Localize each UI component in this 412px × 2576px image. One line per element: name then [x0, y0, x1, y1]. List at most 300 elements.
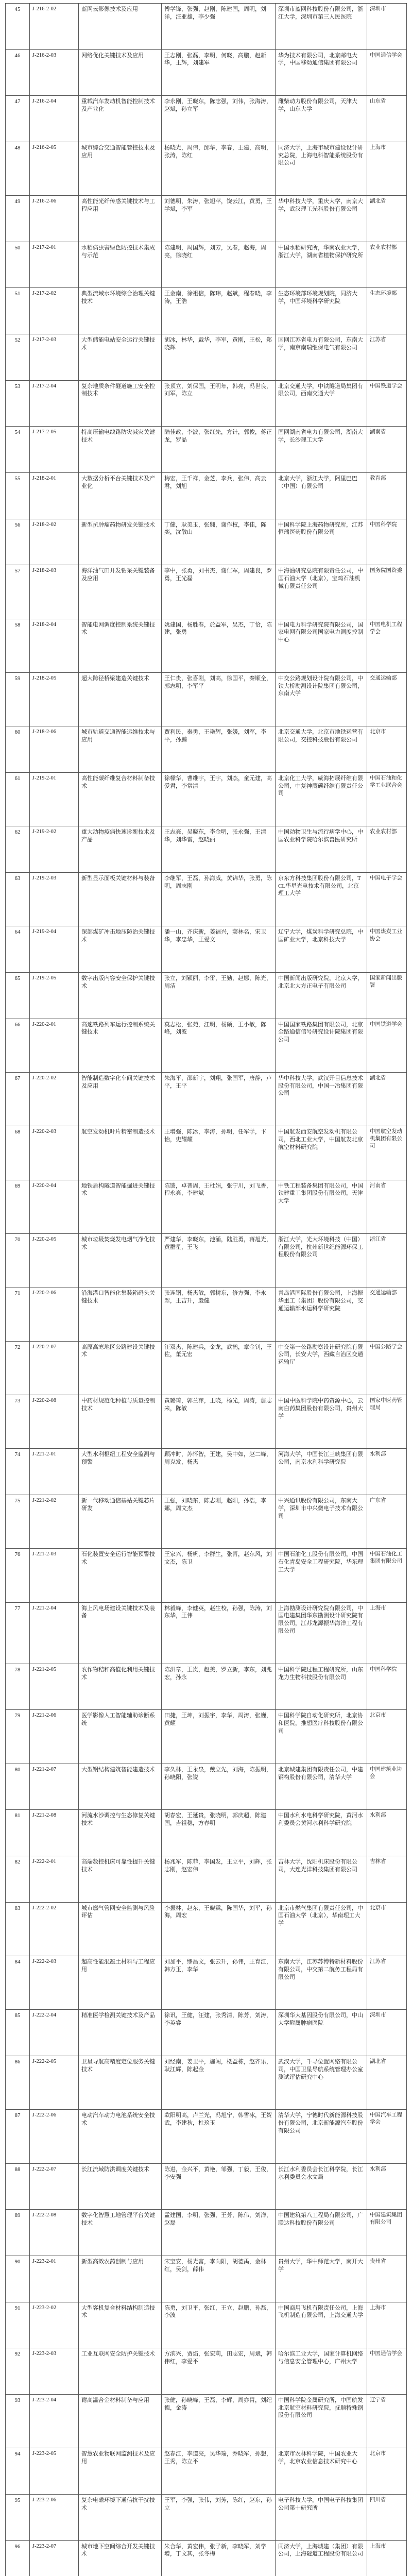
row-index: 62	[6, 826, 30, 873]
nominator: 农业农村部	[367, 242, 407, 288]
project-name: 石化装置安全运行智能预警技术	[79, 1549, 162, 1602]
row-index: 69	[6, 1180, 30, 1233]
main-contributors: 梅宏，王千祥，金芝，李兵，张伟，高云君，刘旭	[162, 472, 276, 519]
completion-units: 北京城建集团有限责任公司，中建钢构股份有限公司，清华大学	[276, 1764, 367, 1810]
nominator: 深圳市	[367, 4, 407, 50]
project-code: J-219-2-04	[30, 926, 79, 973]
project-code: J-220-2-05	[30, 1233, 79, 1287]
nominator: 国家中医药管理局	[367, 1395, 407, 1449]
project-name: 海上风电场建设关键技术及装备	[79, 1602, 162, 1664]
completion-units: 贵州大学，华中师范大学，南开大学	[276, 2256, 367, 2302]
project-code: J-222-2-03	[30, 1956, 79, 2010]
project-code: J-220-2-07	[30, 1341, 79, 1395]
nominator: 吉林省	[367, 1856, 407, 1903]
row-index: 87	[6, 2110, 30, 2163]
project-name: 重大动物疫病快速诊断技术及产品	[79, 826, 162, 873]
row-index: 82	[6, 1856, 30, 1903]
completion-units: 北京市燃气集团有限责任公司，中国石油大学（北京），华南理工大学	[276, 1902, 367, 1956]
nominator: 湖北省	[367, 196, 407, 242]
table-row	[6, 334, 407, 381]
main-contributors: 张健，孙晓峰，王磊，李辉，周亦胄，刘纪德，金涛	[162, 2394, 276, 2448]
main-contributors: 陈馈，卓普周，王杜娟，张宁川，刘飞香，程永亮，李建斌	[162, 1180, 276, 1233]
row-index: 70	[6, 1233, 30, 1287]
nominator: 水利部	[367, 1810, 407, 1856]
project-name: 耐高温合金材料制备与应用	[79, 2394, 162, 2448]
row-index: 72	[6, 1341, 30, 1395]
row-index: 74	[6, 1449, 30, 1495]
main-contributors: 朱合华，黄宏伟，张子新，李晓军，刘学增，丁文其，张冬梅	[162, 2540, 276, 2576]
nominator: 中国通信学会	[367, 49, 407, 96]
project-name: 特高压输电线路防灾减灾关键技术	[79, 427, 162, 473]
completion-units: 北京交通大学，中铁隧道局集团有限公司，西南交通大学	[276, 380, 367, 427]
main-contributors: 王军，李强，张伟，刘芳，陈红，赵东，孙立	[162, 2494, 276, 2540]
completion-units: 生态环境部环境规划院，同济大学，中国环境科学研究院	[276, 288, 367, 334]
project-name: 智慧农业物联网监测技术及应用	[79, 2448, 162, 2495]
project-code: J-223-2-06	[30, 2494, 79, 2540]
nominator: 中国公路学会	[367, 1341, 407, 1395]
row-index: 93	[6, 2394, 30, 2448]
nominator: 水利部	[367, 2163, 407, 2210]
project-name: 城市综合交通智能管控技术及应用	[79, 142, 162, 195]
table-row	[6, 96, 407, 142]
project-name: 深部煤矿冲击地压防治关键技术	[79, 926, 162, 973]
table-row	[6, 519, 407, 565]
completion-units: 北京大学，浙江大学，阿里巴巴（中国）有限公司	[276, 472, 367, 519]
project-name: 高速铁路列车运行控制系统关键技术	[79, 1019, 162, 1072]
row-index: 56	[6, 519, 30, 565]
row-index: 55	[6, 472, 30, 519]
row-index: 45	[6, 4, 30, 50]
main-contributors: 陈洪章，王岚，赵美，罗立新，李东，刘兆宏，孙永	[162, 1664, 276, 1710]
completion-units: 京东方科技集团股份有限公司，TCL华星光电技术有限公司，北京理工大学	[276, 872, 367, 926]
table-row	[6, 4, 407, 50]
table-row	[6, 1664, 407, 1710]
nominator: 中国电子学会	[367, 872, 407, 926]
completion-units: 青岛港国际股份有限公司，上海振华重工（集团）股份有限公司，交通运输部水运科学研究院	[276, 1287, 367, 1341]
main-contributors: 李中，张勇，刘书杰，谢仁军，周建良，罗勇，王光磊	[162, 565, 276, 619]
nominator: 国务院国资委	[367, 565, 407, 619]
project-name: 大数据分析平台关键技术及产业化	[79, 472, 162, 519]
nominator: 湖北省	[367, 2056, 407, 2110]
completion-units: 中铁工程装备集团有限公司，中国铁建重工集团股份有限公司，天津大学	[276, 1180, 367, 1233]
project-code: J-220-2-04	[30, 1180, 79, 1233]
row-index: 57	[6, 565, 30, 619]
main-contributors: 胡春宏，王延贵，张晓明，郭庆超，陈建国，吉祖稳，方春明	[162, 1810, 276, 1856]
nominator: 中国石油和化学工业联合会	[367, 772, 407, 826]
table-row	[6, 2110, 407, 2163]
table-row	[6, 142, 407, 195]
completion-units: 北京化工大学，威海拓展纤维有限公司，中复神鹰碳纤维有限责任公司	[276, 772, 367, 826]
table-row	[6, 1180, 407, 1233]
main-contributors: 刘经南，姜卫平，施闯，楼益栋，赵齐乐，耿江辉，陈起金	[162, 2056, 276, 2110]
nominator: 上海市	[367, 1602, 407, 1664]
table-row	[6, 926, 407, 973]
nominator: 交通运输部	[367, 672, 407, 726]
row-index: 53	[6, 380, 30, 427]
completion-units: 中国水稻研究所，华南农业大学，浙江大学，湖南省植物保护研究所	[276, 242, 367, 288]
completion-units: 中海油研究总院有限责任公司，中国石油大学（北京），宝鸡石油机械有限责任公司	[276, 565, 367, 619]
main-contributors: 顾冲时，苏怀智，王建，吴中如，赵二峰，周克发，杨杰	[162, 1449, 276, 1495]
row-index: 95	[6, 2494, 30, 2540]
nominator: 湖北省	[367, 1072, 407, 1126]
project-code: J-220-2-08	[30, 1395, 79, 1449]
table-row	[6, 1902, 407, 1956]
main-contributors: 刘德明，朱涛，张旭苹，饶云江，黄勇，王学斌，李军	[162, 196, 276, 242]
completion-units: 中国科学院上海药物研究所，江苏恒瑞医药股份有限公司	[276, 519, 367, 565]
table-row	[6, 1019, 407, 1072]
main-contributors: 胡冰，林华，戴华，李军，黄刚，王松，郑晓辉	[162, 334, 276, 381]
project-name: 新型抗肿瘤药物研发关键技术	[79, 519, 162, 565]
project-code: J-218-2-02	[30, 519, 79, 565]
main-contributors: 朱海平，邵新宇，刘翔，张国军，唐静，卢平，王平	[162, 1072, 276, 1126]
project-name: 高性能碳纤维复合材料制备技术	[79, 772, 162, 826]
nominator: 上海市	[367, 2302, 407, 2348]
main-contributors: 徐讯，王健，汪建，张秀清，陈芳，刘涛，李英睿	[162, 2010, 276, 2056]
main-contributors: 李继军，王磊，孙海威，黄锦华，张勇，陈明，周志刚	[162, 872, 276, 926]
main-contributors: 孟建国，李明，张强，王芳，陈伟，刘洋，赵磊	[162, 2210, 276, 2256]
project-code: J-217-2-01	[30, 242, 79, 288]
row-index: 59	[6, 672, 30, 726]
nominator: 山东省	[367, 96, 407, 142]
row-index: 67	[6, 1072, 30, 1126]
nominator: 生态环境部	[367, 288, 407, 334]
project-code: J-222-2-07	[30, 2163, 79, 2210]
nominator: 中国石油化工集团有限公司	[367, 1549, 407, 1602]
completion-units: 中国中医科学院中药资源中心，云南白药集团股份有限公司，贵州大学	[276, 1395, 367, 1449]
main-contributors: 陈建明，周国辉，刘芳，吴春，赵海，周亮，徐晓红	[162, 242, 276, 288]
completion-units: 中国水利水电科学研究院，黄河水利委员会黄河水利科学研究院	[276, 1810, 367, 1856]
row-index: 58	[6, 619, 30, 672]
completion-units: 中国国家铁路集团有限公司，北京全路通信信号研究设计院集团有限公司	[276, 1019, 367, 1072]
main-contributors: 李久林，王永泉，戴立先，刘海，陈振明，孙晓阳，张锐	[162, 1764, 276, 1810]
row-index: 96	[6, 2540, 30, 2576]
completion-units: 国网湖南省电力有限公司，湖南大学，长沙理工大学	[276, 427, 367, 473]
project-code: J-216-2-06	[30, 196, 79, 242]
row-index: 92	[6, 2348, 30, 2395]
completion-units: 北京交通大学，北京市地铁运营有限公司，交控科技股份有限公司	[276, 726, 367, 773]
completion-units: 河海大学，中国长江三峡集团有限公司，南京水利科学研究院	[276, 1449, 367, 1495]
project-name: 航空发动机叶片精密制造技术	[79, 1126, 162, 1180]
nominator: 湖南省	[367, 427, 407, 473]
table-row	[6, 380, 407, 427]
table-row	[6, 1810, 407, 1856]
project-name: 新型高效农药创制与应用	[79, 2256, 162, 2302]
project-name: 城市地下空间综合开发关键技术	[79, 2540, 162, 2576]
project-name: 数字出版内容安全保护关键技术	[79, 972, 162, 1019]
row-index: 78	[6, 1664, 30, 1710]
nominator: 上海市	[367, 142, 407, 195]
table-row	[6, 1710, 407, 1764]
project-code: J-217-2-04	[30, 380, 79, 427]
nominator: 浙江省	[367, 1233, 407, 1287]
completion-units: 中国电力科学研究院有限公司，国家电网有限公司国家电力调度控制中心	[276, 619, 367, 672]
nominator: 中国建筑集团有限公司	[367, 2210, 407, 2256]
table-row	[6, 2494, 407, 2540]
nominator: 广东省	[367, 1495, 407, 1549]
main-contributors: 陈勇，刘卫平，张红，王立，赵鹏，孙磊，李波	[162, 2302, 276, 2348]
project-name: 重载汽车发动机智能控制技术及产业化	[79, 96, 162, 142]
project-name: 大型水利枢纽工程安全监测与预警	[79, 1449, 162, 1495]
project-name: 高原高寒地区公路建设关键技术	[79, 1341, 162, 1395]
row-index: 83	[6, 1902, 30, 1956]
nominator: 上海市	[367, 2540, 407, 2576]
row-index: 73	[6, 1395, 30, 1449]
main-contributors: 李振林，赵东，王晓霖，陈国华，刘平，孙海，周宏	[162, 1902, 276, 1956]
row-index: 88	[6, 2163, 30, 2210]
row-index: 66	[6, 1019, 30, 1072]
completion-units: 同济大学，上海市城市建设设计研究总院，上海电科智能系统股份有限公司	[276, 142, 367, 195]
main-contributors: 傅学锋，张强，赵刚，陈建国，周明，刘洋，汪亚雄，李少强	[162, 4, 276, 50]
table-row	[6, 288, 407, 334]
project-name: 长江流域防洪调度关键技术	[79, 2163, 162, 2210]
project-code: J-221-2-08	[30, 1810, 79, 1856]
main-contributors: 王志刚，张磊，李明，何晓，高鹏，赵新华，王辉，刘建军	[162, 49, 276, 96]
main-contributors: 欧阳明高，卢兰光，冯旭宁，韩雪冰，王贺武，李建秋，杜玖玉	[162, 2110, 276, 2163]
project-code: J-220-2-03	[30, 1126, 79, 1180]
table-row	[6, 772, 407, 826]
project-code: J-216-2-04	[30, 96, 79, 142]
project-name: 城市轨道交通智能运维技术与应用	[79, 726, 162, 773]
main-contributors: 王家兴，杨帆，李群生，张青，赵东风，刘文杰，陈卫	[162, 1549, 276, 1602]
row-index: 64	[6, 926, 30, 973]
completion-units: 潍柴动力股份有限公司，天津大学，山东大学	[276, 96, 367, 142]
project-name: 城市垃圾焚烧发电烟气净化技术	[79, 1233, 162, 1287]
nominator: 中国航空发动机集团有限公司	[367, 1126, 407, 1180]
nominator: 水利部	[367, 1449, 407, 1495]
nominator: 北京市	[367, 2448, 407, 2495]
project-name: 蓝网云影像技术及应用	[79, 4, 162, 50]
table-row	[6, 2394, 407, 2448]
award-table	[5, 3, 407, 2576]
project-name: 智能制造数字化车间关键技术及应用	[79, 1072, 162, 1126]
table-row	[6, 2448, 407, 2495]
table-row	[6, 242, 407, 288]
main-contributors: 王强，刘晓东，陈志刚，赵阳，孙浩，李娜，周文杰	[162, 1495, 276, 1549]
main-contributors: 杨兆军，陈菲，李国发，王立平，刘辉，张志刚，赵宏伟	[162, 1856, 276, 1903]
project-code: J-221-2-03	[30, 1549, 79, 1602]
project-name: 城市燃气管网安全监测与风险评估	[79, 1902, 162, 1956]
nominator: 中国汽车工程学会	[367, 2110, 407, 2163]
project-name: 河流水沙调控与生态修复关键技术	[79, 1810, 162, 1856]
completion-units: 深圳华大基因股份有限公司，中山大学附属肿瘤医院	[276, 2010, 367, 2056]
row-index: 94	[6, 2448, 30, 2495]
project-name: 大型储能电站安全运行关键技术	[79, 334, 162, 381]
project-code: J-221-2-04	[30, 1602, 79, 1664]
nominator: 中国煤炭工业协会	[367, 926, 407, 973]
main-contributors: 贾利民，秦勇，王艳辉，张媛，刘军，李平，孙鹏	[162, 726, 276, 773]
row-index: 76	[6, 1549, 30, 1602]
table-row	[6, 972, 407, 1019]
main-contributors: 王增强，陈冰，李涛，孙明，任军学，卞怡，史耀耀	[162, 1126, 276, 1180]
main-contributors: 方滨兴，贾焰，张宏莉，田志宏，周斌，韩伟红，李爱平	[162, 2348, 276, 2395]
project-code: J-221-2-07	[30, 1764, 79, 1810]
table-row	[6, 2540, 407, 2576]
project-code: J-223-2-05	[30, 2448, 79, 2495]
project-code: J-218-2-03	[30, 565, 79, 619]
project-code: J-217-2-02	[30, 288, 79, 334]
main-contributors: 汪双杰，陈建兵，金龙，武鹤，章金钊，王佐，董元宏	[162, 1341, 276, 1395]
row-index: 90	[6, 2256, 30, 2302]
completion-units: 中国科学院自动化研究所，北京协和医院，推想医疗科技股份有限公司	[276, 1710, 367, 1764]
project-code: J-223-2-03	[30, 2348, 79, 2395]
project-name: 大型客机复合材料结构制造技术	[79, 2302, 162, 2348]
main-contributors: 杨晓光，周伟，邱华，李春，王建，高明，张涛，陈红	[162, 142, 276, 195]
project-name: 网络优化关键技术及应用	[79, 49, 162, 96]
table-row	[6, 196, 407, 242]
nominator: 中国科学院	[367, 519, 407, 565]
row-index: 52	[6, 334, 30, 381]
nominator: 北京市	[367, 1902, 407, 1956]
table-row	[6, 826, 407, 873]
completion-units: 上海勘测设计研究院有限公司，中国电建集团华东勘测设计研究院有限公司，江苏龙源振华海洋工程有限公司	[276, 1602, 367, 1664]
main-contributors: 黄璐琦，郭兰萍，王晓，杨光，周涛，詹志来，陈敏	[162, 1395, 276, 1449]
nominator: 北京市	[367, 726, 407, 773]
row-index: 63	[6, 872, 30, 926]
completion-units: 中国科学院过程工程研究所，山东龙力生物科技股份有限公司	[276, 1664, 367, 1710]
main-contributors: 宋宝安，杨光富，李向阳，胡德禹，金林红，吴剑，薛伟	[162, 2256, 276, 2302]
table-row	[6, 672, 407, 726]
row-index: 60	[6, 726, 30, 773]
project-code: J-220-2-01	[30, 1019, 79, 1072]
row-index: 75	[6, 1495, 30, 1549]
row-index: 89	[6, 2210, 30, 2256]
row-index: 48	[6, 142, 30, 195]
completion-units: 华为技术有限公司，北京邮电大学，中国移动通信集团有限公司	[276, 49, 367, 96]
nominator: 江苏省	[367, 334, 407, 381]
row-index: 86	[6, 2056, 30, 2110]
table-row	[6, 1395, 407, 1449]
completion-units: 东南大学，江苏苏博特新材料股份有限公司，中交第二航务工程局有限公司	[276, 1956, 367, 2010]
project-code: J-223-2-01	[30, 2256, 79, 2302]
award-list-page	[5, 0, 407, 2576]
completion-units: 中国建筑第八工程局有限公司，广联达科技股份有限公司	[276, 2210, 367, 2256]
nominator: 国家新闻出版署	[367, 972, 407, 1019]
completion-units: 中交公路规划设计院有限公司，中铁大桥勘测设计院集团有限公司，东南大学	[276, 672, 367, 726]
table-row	[6, 1287, 407, 1341]
row-index: 54	[6, 427, 30, 473]
project-code: J-218-2-04	[30, 619, 79, 672]
project-code: J-222-2-02	[30, 1902, 79, 1956]
row-index: 80	[6, 1764, 30, 1810]
project-code: J-219-2-05	[30, 972, 79, 1019]
project-code: J-216-2-05	[30, 142, 79, 195]
project-name: 高端数控机床可靠性提升关键技术	[79, 1856, 162, 1903]
project-name: 医学影像人工智能辅助诊断系统	[79, 1710, 162, 1764]
completion-units: 长江水利委员会长江科学院，长江水利委员会水文局	[276, 2163, 367, 2210]
table-row	[6, 1856, 407, 1903]
table-row	[6, 472, 407, 519]
table-row	[6, 565, 407, 619]
project-name: 数字化智慧工地管理平台关键技术	[79, 2210, 162, 2256]
nominator: 北京市	[367, 1710, 407, 1764]
project-name: 复杂地质条件隧道施工安全控制技术	[79, 380, 162, 427]
project-name: 海洋油气田开发钻采关键装备及应用	[79, 565, 162, 619]
completion-units: 国网江苏省电力有限公司，东南大学，南京南瑞继保电气有限公司	[276, 334, 367, 381]
main-contributors: 姚建国，杨胜春，於益军，吴杰，丁恰，陈建，张勇	[162, 619, 276, 672]
project-code: J-216-2-02	[30, 4, 79, 50]
completion-units: 华中科技大学，重庆大学，南京大学，武汉理工光科股份有限公司	[276, 196, 367, 242]
project-code: J-221-2-02	[30, 1495, 79, 1549]
row-index: 68	[6, 1126, 30, 1180]
row-index: 91	[6, 2302, 30, 2348]
project-code: J-222-2-08	[30, 2210, 79, 2256]
nominator: 四川省	[367, 2494, 407, 2540]
nominator: 交通运输部	[367, 1287, 407, 1341]
completion-units: 清华大学，宁德时代新能源科技股份有限公司，北京新能源汽车股份有限公司	[276, 2110, 367, 2163]
project-name: 超大跨径桥梁建造关键技术	[79, 672, 162, 726]
project-code: J-221-2-06	[30, 1710, 79, 1764]
nominator: 中国铁道学会	[367, 380, 407, 427]
completion-units: 中兴通讯股份有限公司，东南大学，深圳市中兴微电子技术有限公司	[276, 1495, 367, 1549]
nominator: 中国电机工程学会	[367, 619, 407, 672]
nominator: 中国科学院	[367, 1664, 407, 1710]
project-name: 典型流域水环境综合治理关键技术	[79, 288, 162, 334]
main-contributors: 丁健，耿美玉，张翱，谢作权，李佳，陈奕，沈敬山	[162, 519, 276, 565]
table-row	[6, 1126, 407, 1180]
project-name: 卫星导航高精度定位服务关键技术	[79, 2056, 162, 2110]
main-contributors: 张顶立，刘保国，王明年，韩亮，冯世良，刘军，陈立	[162, 380, 276, 427]
nominator: 深圳市	[367, 2010, 407, 2056]
table-row	[6, 872, 407, 926]
nominator: 辽宁省	[367, 2394, 407, 2448]
project-code: J-218-2-05	[30, 672, 79, 726]
main-contributors: 陆佳政，李波，张红先，方针，郭俊，蒋正龙，罗晶	[162, 427, 276, 473]
completion-units: 中国航发西安航空发动机有限公司，西北工业大学，中国航发北京航空材料研究院	[276, 1126, 367, 1180]
project-name: 中药材规范化种植与质量控制技术	[79, 1395, 162, 1449]
nominator: 河南省	[367, 1180, 407, 1233]
main-contributors: 潘一山，齐庆新，姜福兴，窦林名，宋卫华，李忠华，王爱文	[162, 926, 276, 973]
row-index: 51	[6, 288, 30, 334]
nominator: 贵州省	[367, 2256, 407, 2302]
completion-units: 深圳市蓝网科技股份有限公司，浙江大学，深圳市第三人民医院	[276, 4, 367, 50]
row-index: 50	[6, 242, 30, 288]
table-row	[6, 619, 407, 672]
main-contributors: 王仁贵，张喜刚，刘高，徐国平，秦顺全，郭志明，李军平	[162, 672, 276, 726]
project-code: J-221-2-05	[30, 1664, 79, 1710]
table-row	[6, 1449, 407, 1495]
table-row	[6, 1341, 407, 1395]
project-name: 工业互联网安全防护关键技术	[79, 2348, 162, 2395]
completion-units: 电子科技大学，中国电子科技集团公司第十研究所	[276, 2494, 367, 2540]
row-index: 65	[6, 972, 30, 1019]
project-name: 高性能光纤传感关键技术与工程应用	[79, 196, 162, 242]
table-row	[6, 1495, 407, 1549]
main-contributors: 张连钢，杨杰敏，郭树东，修方强，李永翠，王吉升，殷健	[162, 1287, 276, 1341]
main-contributors: 徐樑华，曹维宇，王宇，刘杰，童元建，高爱君，李常清	[162, 772, 276, 826]
completion-units: 吉林大学，沈阳机床股份有限公司，大连光洋科技集团有限公司	[276, 1856, 367, 1903]
main-contributors: 王志亮，吴晓东，李金明，张永强，王清华，刘华雷，赵晓丽	[162, 826, 276, 873]
project-code: J-219-2-01	[30, 772, 79, 826]
table-row	[6, 1072, 407, 1126]
table-row	[6, 1549, 407, 1602]
project-code: J-217-2-03	[30, 334, 79, 381]
project-name: 电动汽车动力电池系统安全技术	[79, 2110, 162, 2163]
nominator: 农业农村部	[367, 826, 407, 873]
completion-units: 同济大学，上海城建（集团）有限公司，上海隧道工程股份有限公司	[276, 2540, 367, 2576]
completion-units: 辽宁大学，煤炭科学研究总院，中国矿业大学，北京科技大学	[276, 926, 367, 973]
main-contributors: 赵春江，李道亮，吴华瑞，乔晓军，孙想，王秀，陈立平	[162, 2448, 276, 2495]
project-code: J-218-2-01	[30, 472, 79, 519]
project-code: J-222-2-01	[30, 1856, 79, 1903]
main-contributors: 陈进，金兴平，黄艳，邹强，丁毅，王俊，李安强	[162, 2163, 276, 2210]
project-name: 复杂电磁环境下通信抗干扰技术	[79, 2494, 162, 2540]
main-contributors: 刘加平，缪昌文，张云升，孙伟，王育江，韩方玉，李华	[162, 1956, 276, 2010]
main-contributors: 严建华，李晓东，池涌，陆胜勇，蒋旭光，黄群星，王飞	[162, 1233, 276, 1287]
project-code: J-223-2-04	[30, 2394, 79, 2448]
table-row	[6, 1956, 407, 2010]
table-row	[6, 2302, 407, 2348]
nominator: 江苏省	[367, 1956, 407, 2010]
